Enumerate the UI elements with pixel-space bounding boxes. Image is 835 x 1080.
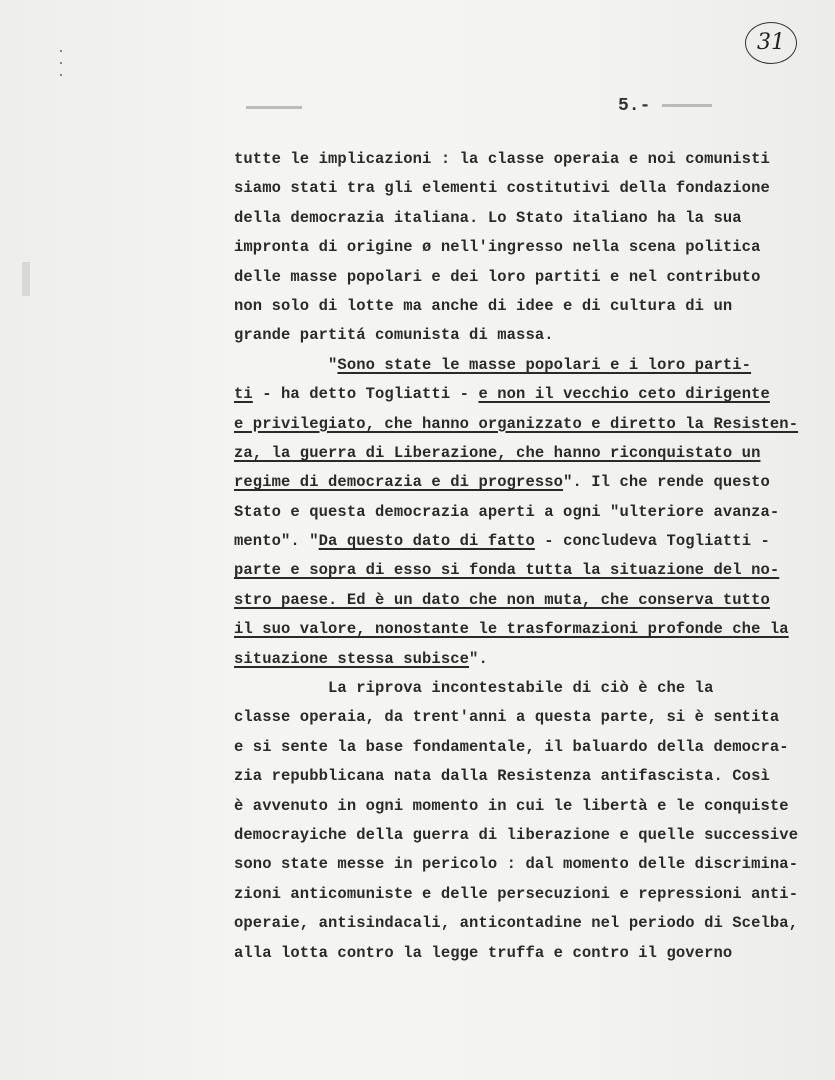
text-line (234, 292, 834, 321)
text-line (234, 527, 834, 556)
text-segment: - concludeva Togliatti - (534, 532, 770, 551)
text-segment: democrayiche della guerra di liberazione e quelle successive (234, 825, 799, 844)
text-line (234, 645, 834, 674)
text-line (234, 321, 834, 350)
text-segment: mento". " (234, 532, 319, 551)
text-line (234, 174, 834, 203)
text-segment: zioni anticomuniste e delle persecuzioni e repressioni anti- (234, 884, 799, 903)
text-line (234, 263, 834, 292)
text-segment: grande partitá comunista di massa. (234, 326, 554, 345)
text-line (234, 586, 834, 615)
underlined-text: regime di democrazia e di progresso (234, 473, 564, 492)
header-rule-left (246, 106, 302, 109)
text-line (234, 468, 834, 497)
text-line (234, 880, 834, 909)
text-line (234, 556, 834, 585)
text-line (234, 850, 834, 879)
text-line (234, 821, 834, 850)
underlined-text: ti (234, 385, 253, 404)
text-line (234, 909, 834, 938)
text-segment: non solo di lotte ma anche di idee e di cultura di un (234, 296, 733, 315)
text-line (234, 410, 834, 439)
text-segment: siamo stati tra gli elementi costitutivi della fondazione (234, 179, 770, 198)
text-line (234, 145, 834, 174)
body-text (234, 145, 834, 968)
page-number: 5.- (618, 96, 651, 116)
text-line (234, 615, 834, 644)
text-segment: ". (469, 649, 488, 668)
header-rule-right (662, 104, 712, 107)
text-line (234, 792, 834, 821)
text-line (234, 380, 834, 409)
text-segment: impronta di origine ø nell'ingresso nella scena politica (234, 238, 761, 257)
text-segment: e si sente la base fondamentale, il baluardo della democra- (234, 737, 789, 756)
underlined-text: e privilegiato, che hanno organizzato e diretto la Resisten- (234, 414, 799, 433)
text-segment: tutte le implicazioni : la classe operaia e noi comunisti (234, 150, 770, 168)
text-line (234, 439, 834, 468)
text-segment: delle masse popolari e dei loro partiti e nel contributo (234, 267, 761, 286)
text-line (234, 498, 834, 527)
text-segment: della democrazia italiana. Lo Stato italiano ha la sua (234, 208, 742, 227)
text-line (234, 733, 834, 762)
text-segment: " (234, 355, 338, 374)
text-line (234, 762, 834, 791)
text-segment: classe operaia, da trent'anni a questa parte, si è sentita (234, 708, 780, 727)
text-segment: - ha detto Togliatti - (252, 385, 479, 404)
text-line (234, 703, 834, 732)
underlined-text: e non il vecchio ceto dirigente (478, 385, 770, 404)
text-segment: Stato e questa democrazia aperti a ogni "ulteriore avanza- (234, 502, 780, 521)
underlined-text: situazione stessa subisce (234, 649, 470, 668)
underlined-text: il suo valore, nonostante le trasformazioni profonde che la (234, 620, 789, 639)
edge-smudge (22, 262, 30, 296)
text-segment: alla lotta contro la legge truffa e contro il governo (234, 943, 733, 962)
margin-specks (60, 50, 64, 80)
handwritten-folio-number: 31 (745, 22, 797, 64)
text-segment: La riprova incontestabile di ciò è che la (234, 679, 714, 698)
underlined-text: parte e sopra di esso si fonda tutta la situazione del no- (234, 561, 780, 580)
text-segment: operaie, antisindacali, anticontadine nel periodo di Scelba, (234, 914, 799, 933)
text-segment: zia repubblicana nata dalla Resistenza antifascista. Così (234, 767, 770, 786)
underlined-text: Sono state le masse popolari e i loro parti- (337, 355, 752, 374)
text-line (234, 939, 834, 968)
underlined-text: za, la guerra di Liberazione, che hanno riconquistato un (234, 443, 761, 462)
text-line (234, 351, 834, 380)
underlined-text: Da questo dato di fatto (318, 532, 535, 551)
text-line (234, 674, 834, 703)
underlined-text: stro paese. Ed è un dato che non muta, che conserva tutto (234, 590, 770, 609)
text-line (234, 233, 834, 262)
text-line (234, 204, 834, 233)
text-segment: sono state messe in pericolo : dal momento delle discrimina- (234, 855, 799, 874)
text-segment: ". Il che rende questo (563, 473, 770, 492)
text-segment: è avvenuto in ogni momento in cui le libertà e le conquiste (234, 796, 789, 815)
